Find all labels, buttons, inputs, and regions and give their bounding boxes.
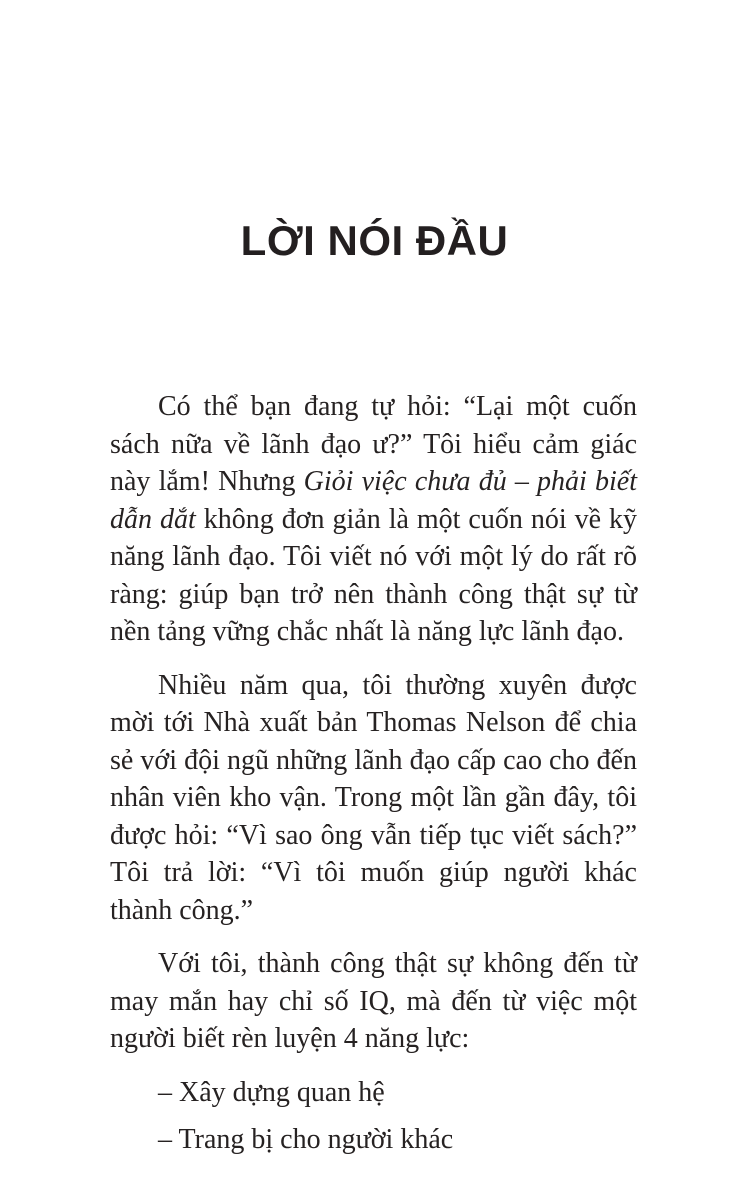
paragraph-intro-text-start: Có thể bạn đang tự hỏi: “Lại một cuốn sách nữa về lãnh đạo ư?” Tôi hiểu cảm giác này lắm! Nhưng <box>110 391 637 498</box>
page-content <box>110 266 637 1159</box>
paragraph-thomas-nelson: Nhiều năm qua, tôi thường xuyên được mời tới Nhà xuất bản Thomas Nelson để chia sẻ với đội ngũ những lãnh đạo cấp cao cho đến nhân viên kho vận. Trong một lần gần đây, tôi được hỏi: “Vì sao ông vẫn tiếp tục viết sách?” Tôi trả lời: “Vì tôi muốn giúp người khác thành công.” <box>110 669 637 926</box>
book-title-italic: Giỏi việc chưa đủ – phải biết dẫn dắt <box>110 466 637 535</box>
paragraph-intro-text-end: không đơn giản là một cuốn nói về kỹ năng lãnh đạo. Tôi viết nó với một lý do rất rõ ràng: giúp bạn trở nên thành công thật sự từ nền tảng vững chắc nhất là năng lực lãnh đạo. <box>110 503 637 648</box>
list-item-equip-others: – Trang bị cho người khác <box>158 1124 454 1156</box>
paragraph-intro <box>110 388 637 651</box>
paragraph-four-capacities: Với tôi, thành công thật sự không đến từ may mắn hay chỉ số IQ, mà đến từ việc một người biết rèn luyện 4 năng lực: <box>110 948 637 1055</box>
chapter-title: LỜI NÓI ĐẦU <box>240 217 509 264</box>
list-item-build-relationships: – Xây dựng quan hệ <box>158 1076 385 1108</box>
